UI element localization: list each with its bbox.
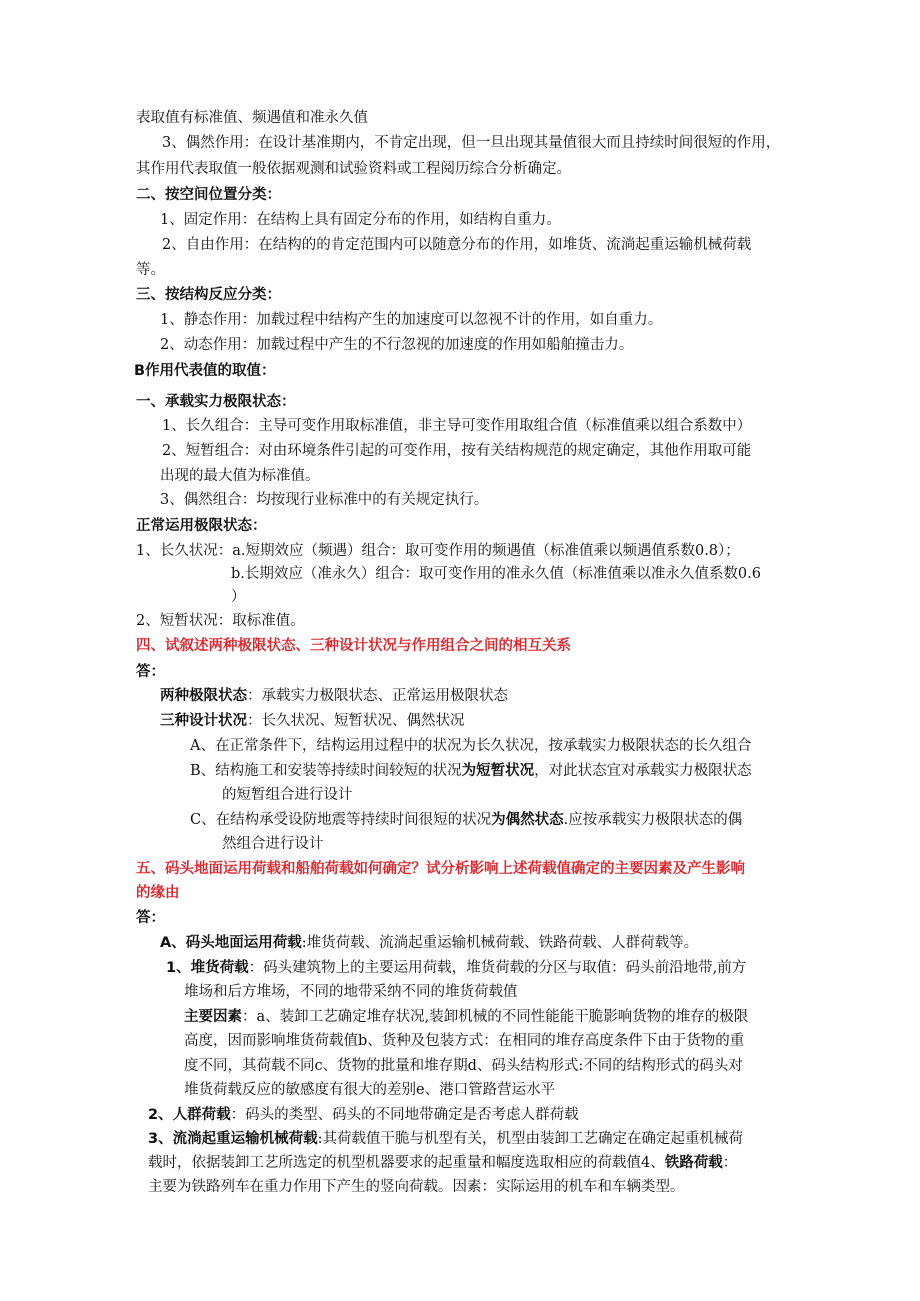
text-line: 等。 — [136, 262, 165, 278]
bold-term: 为偶然状态 — [491, 812, 564, 828]
text-line — [148, 1153, 737, 1173]
bold-term: 为短暂状况 — [461, 763, 535, 779]
text-line: 2、动态作用：加载过程中产生的不行忽视的加速度的作用如船舶撞击力。 — [160, 337, 634, 353]
text-line: 2、短暂组合：对由环境条件引起的可变作用，按有关结构规范的规定确定，其他作用取可能 — [162, 443, 752, 459]
text-line: 1、长久状况：a.短期效应（频遇）组合：取可变作用的频遇值（标准值乘以频遇值系数0.8）； — [136, 543, 740, 559]
text-line — [160, 933, 698, 953]
text-line: 堆场和后方堆场，不同的地带采纳不同的堆货荷载值 — [184, 984, 518, 1000]
bold-term: 铁路荷载 — [664, 1155, 723, 1171]
text-line — [160, 711, 465, 731]
text-line: A、在正常条件下，结构运用过程中的状况为长久状况，按承载实力极限状态的长久组合 — [190, 738, 752, 754]
text-line — [160, 686, 508, 706]
text-line: 1、长久组合：主导可变作用取标准值，非主导可变作用取组合值（标准值乘以组合系数中） — [162, 418, 752, 434]
text-line: 1、静态作用：加载过程中结构产生的加速度可以忽视不计的作用，如自重力。 — [160, 312, 663, 328]
text-line: ） — [231, 589, 246, 605]
answer-label: 答： — [136, 910, 165, 926]
text-line: 3、偶然作用：在设计基准期内，不肯定出现，但一旦出现其量值很大而且持续时间很短的作用， — [162, 135, 781, 151]
section-heading: 二、按空间位置分类： — [136, 187, 281, 203]
text-span: C、在结构承受设防地震等持续时间很短的状况 — [190, 812, 492, 828]
text-span: :其荷载值干脆与机型有关，机型由装卸工艺确定在确定起重机械荷 — [317, 1131, 743, 1147]
text-span: .应按承载实力极限状态的偶 — [563, 812, 743, 828]
bold-term: 三种设计状况 — [160, 713, 247, 729]
text-line: 出现的最大值为标准值。 — [160, 468, 320, 484]
text-span: B、结构施工和安装等持续时间较短的状况 — [190, 763, 462, 779]
section-heading: B作用代表值的取值： — [134, 363, 276, 379]
text-line — [190, 810, 742, 830]
text-line — [148, 1129, 743, 1149]
text-span: ：承载实力极限状态、正常运用极限状态 — [247, 688, 508, 704]
text-line: 堆货荷载反应的敏感度有很大的差别e、港口管路营运水平 — [184, 1082, 556, 1098]
text-line: 2、短暂状况：取标准值。 — [136, 613, 305, 629]
question-heading: 的缘由 — [136, 885, 180, 901]
section-heading: 三、按结构反应分类： — [136, 287, 281, 303]
text-line — [190, 761, 752, 781]
text-line — [184, 1007, 748, 1027]
text-line: 1、固定作用：在结构上具有固定分布的作用，如结构自重力。 — [160, 212, 561, 228]
text-line: 高度，因而影响堆货荷载值b、货种及包装方式：在相同的堆存高度条件下由于货物的重 — [184, 1033, 745, 1049]
text-span: ： — [722, 1155, 738, 1171]
text-line: 主要为铁路列车在重力作用下产生的竖向荷载。因素：实际运用的机车和车辆类型。 — [148, 1179, 685, 1195]
bold-term: 1、堆货荷载 — [166, 960, 249, 976]
text-line: 2、自由作用：在结构的的肯定范围内可以随意分布的作用，如堆货、流淌起重运输机械荷载 — [162, 237, 752, 253]
bold-term: 3、流淌起重运输机械荷载 — [148, 1131, 318, 1147]
text-span: 载时，依据装卸工艺所选定的机型机器要求的起重量和幅度选取相应的荷载值4、 — [148, 1155, 665, 1171]
text-span: ：码头的类型、码头的不同地带确定是否考虑人群荷载 — [230, 1107, 579, 1123]
answer-label: 答： — [136, 664, 165, 680]
question-heading: 四、试叙述两种极限状态、三种设计状况与作用组合之间的相互关系 — [136, 638, 571, 654]
text-line: 然组合进行设计 — [222, 836, 324, 852]
bold-term: 两种极限状态 — [160, 688, 247, 704]
text-span: :堆货荷载、流淌起重运输机械荷载、铁路荷载、人群荷载等。 — [301, 935, 699, 951]
text-line: 表取值有标准值、频遇值和准永久值 — [136, 110, 368, 126]
text-line: 的短暂组合进行设计 — [222, 787, 353, 803]
bold-term: 主要因素 — [184, 1009, 242, 1025]
bold-term: A、码头地面运用荷载 — [160, 935, 302, 951]
text-span: ：码头建筑物上的主要运用荷载，堆货荷载的分区与取值：码头前沿地带,前方 — [248, 960, 747, 976]
text-span: ，对此状态宜对承载实力极限状态 — [534, 763, 752, 779]
text-span: ：a、装卸工艺确定堆存状况,装卸机械的不同性能能干脆影响货物的堆存的极限 — [242, 1009, 749, 1025]
section-heading: 一、承载实力极限状态： — [136, 394, 296, 410]
text-span: ：长久状况、短暂状况、偶然状况 — [247, 713, 465, 729]
question-heading: 五、码头地面运用荷载和船舶荷载如何确定？试分析影响上述荷载值确定的主要因素及产生影响 — [136, 861, 745, 877]
section-heading: 正常运用极限状态： — [136, 518, 267, 534]
bold-term: 2、人群荷载 — [148, 1107, 231, 1123]
text-line: 其作用代表取值一般依据观测和试验资料或工程阅历综合分析确定。 — [136, 161, 571, 177]
text-line: b.长期效应（准永久）组合：取可变作用的准永久值（标准值乘以准永久值系数0.6 — [231, 566, 761, 582]
text-line: 3、偶然组合：均按现行业标准中的有关规定执行。 — [160, 492, 489, 508]
text-line: 度不同，其荷载不同c、货物的批量和堆存期d、码头结构形式:不同的结构形式的码头对 — [184, 1058, 743, 1074]
text-line — [166, 958, 746, 978]
text-line — [148, 1105, 579, 1125]
